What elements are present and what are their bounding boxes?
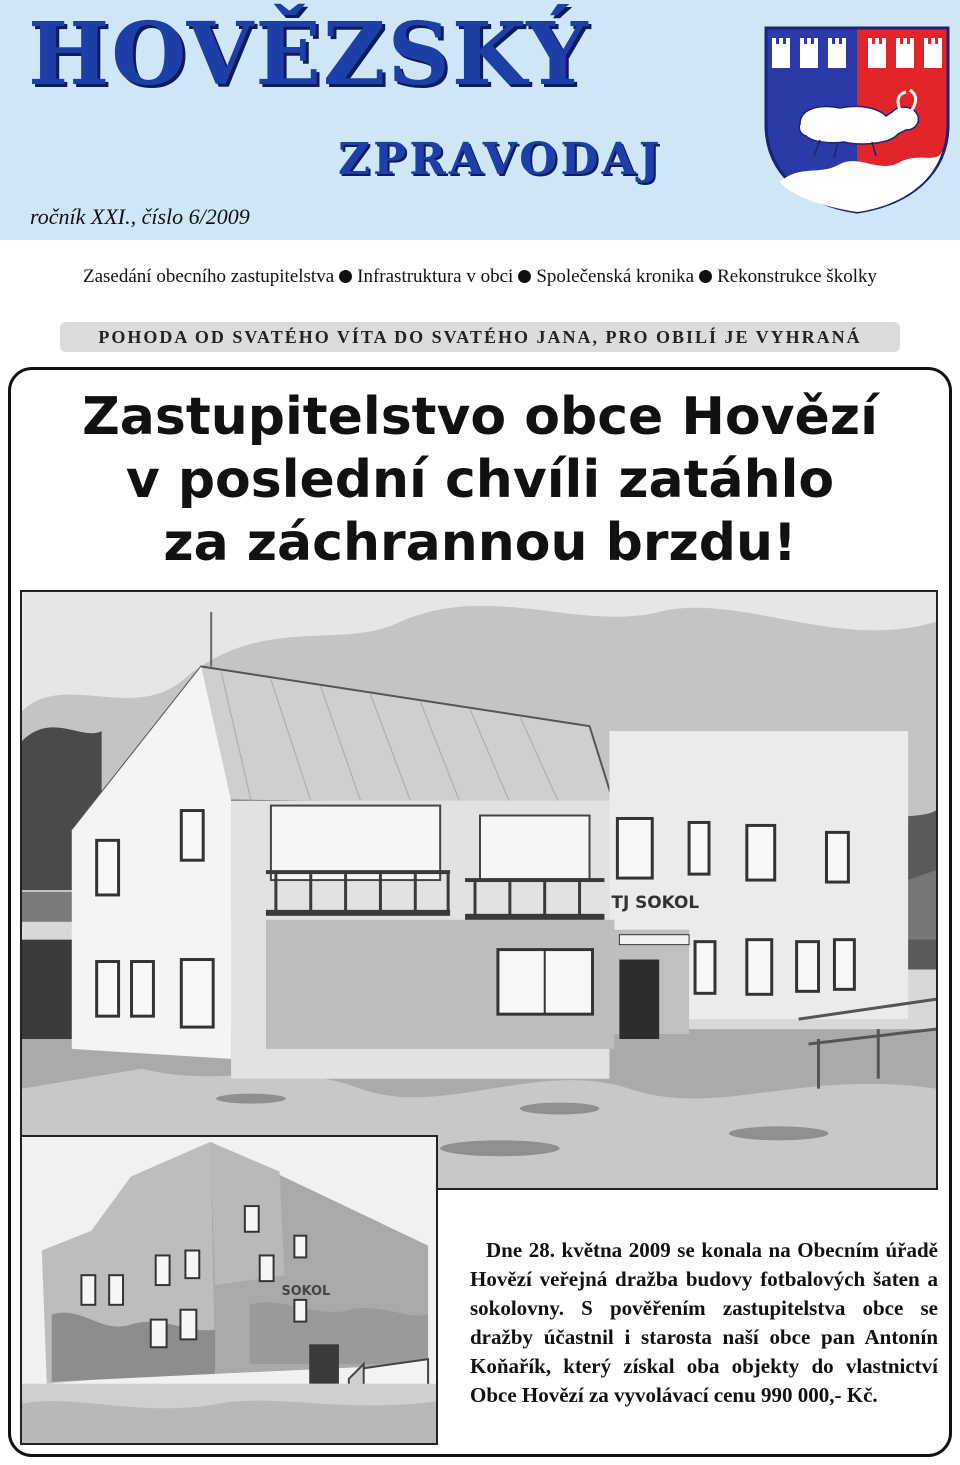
kicker-banner: POHODA OD SVATÉHO VÍTA DO SVATÉHO JANA, PRO OBILÍ JE VYHRANÁ (60, 322, 900, 352)
topic-item: Infrastruktura v obci (357, 266, 514, 287)
sokol-sign: SOKOL (281, 1283, 331, 1299)
lead-paragraph: Dne 28. května 2009 se konala na Obecním úřadě Hovězí veřejná dražba budovy fotbalových šaten a sokolovny. S pověřením zastupitelstva obce se dražby účastnil i starosta naší obce pan Antonín Koňařík, který získal oba objekty do vlastnictví Obce Hovězí za vyvolávací cenu 990 000,- Kč. (470, 1238, 938, 1407)
headline-line: Zastupitelstvo obce Hovězí (82, 387, 878, 447)
bullet-icon (518, 270, 531, 283)
issue-number: ročník XXI., číslo 6/2009 (30, 204, 250, 229)
bullet-icon (699, 270, 712, 283)
article-lead (470, 1236, 938, 1410)
headline-line: za záchrannou brzdu! (163, 513, 797, 573)
topic-item: Zasedání obecního zastupitelstva (83, 266, 335, 287)
headline-line: v poslední chvíli zatáhlo (125, 450, 835, 510)
topic-item: Rekonstrukce školky (717, 266, 877, 287)
tj-sokol-sign: TJ SOKOL (611, 891, 700, 912)
bullet-icon (339, 270, 352, 283)
newspaper-title: HOVĚZSKÝ (28, 4, 590, 105)
sokolovna-side-photo (20, 1135, 438, 1445)
article-headline (8, 386, 952, 575)
coat-of-arms-icon (760, 24, 954, 214)
newspaper-subtitle: ZPRAVODAJ (338, 134, 663, 185)
topic-item: Společenská kronika (536, 266, 695, 287)
sokolovna-front-photo (20, 590, 938, 1190)
masthead (0, 0, 960, 240)
topics-bar (0, 266, 960, 288)
